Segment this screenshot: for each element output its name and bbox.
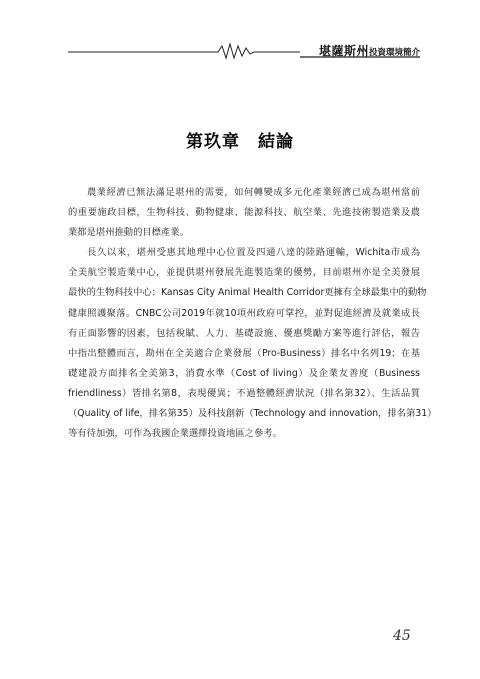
header-title-main: 堪薩斯州 bbox=[318, 44, 369, 58]
text-line: 業都是堪州推動的目標產業。 bbox=[68, 227, 189, 239]
text-line: 有正面影響的因素，包括稅賦、人力、基礎設施、優惠獎勵方案等進行評估，報告 bbox=[68, 327, 420, 339]
text-line: 的重要施政目標，生物科技、動物健康、能源科技、航空業、先進技術製造業及農 bbox=[68, 207, 420, 219]
text-line: 中指出整體而言，勘州在全美適合企業發展（Pro-Business）排名中名列19；在基 bbox=[68, 347, 420, 359]
paragraph-1 bbox=[68, 183, 420, 243]
chapter-title: 第玖章 結論 bbox=[186, 132, 294, 152]
header-title-sub: 投資環境簡介 bbox=[368, 48, 420, 58]
text-line: 最快的生物科技中心；Kansas City Animal Health Corridor更擁有全球最集中的動物 bbox=[68, 287, 427, 299]
text-line: 長久以來，堪州受惠其地理中心位置及四通八達的陸路運輸，Wichita市成為 bbox=[87, 247, 420, 259]
text-line: 全美航空製造業中心，並提供堪州發展先進製造業的優勢，目前堪州亦是全美發展 bbox=[68, 267, 420, 279]
header-title bbox=[319, 43, 420, 60]
text-line: （Quality of life，排名第35）及科技創新（Technology and innovation，排名第31） bbox=[68, 408, 437, 420]
paragraph-2 bbox=[68, 243, 437, 444]
page-number: 45 bbox=[393, 628, 411, 644]
text-line: 礎建設方面排名全美第3，消費水準（Cost of living）及企業友善度（Business bbox=[68, 367, 420, 379]
text-line: 健康照護聚落。CNBC公司2019年就10項州政府可掌控，並對促進經濟及就業成長 bbox=[68, 307, 420, 319]
text-line: 等有待加強，可作為我國企業選擇投資地區之參考。 bbox=[68, 428, 282, 440]
text-line: friendliness）皆排名第8，表現優異；不過整體經濟狀況（排名第32）、生活品質 bbox=[68, 387, 420, 399]
text-line: 農業經濟已無法滿足堪州的需要，如何轉變成多元化產業經濟已成為堪州當前 bbox=[87, 187, 420, 198]
body-text bbox=[68, 183, 437, 444]
running-header bbox=[68, 40, 420, 60]
